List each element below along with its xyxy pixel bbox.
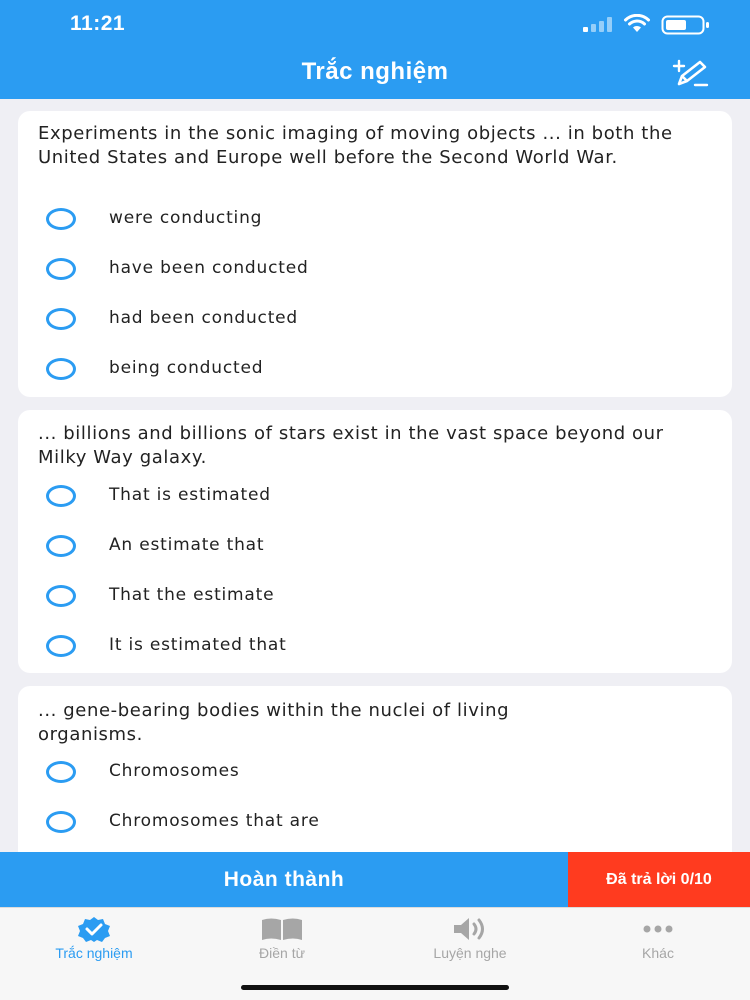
tab-khac[interactable]: [564, 908, 750, 978]
question-text: Experiments in the sonic imaging of moving objects ... in both the United States and Europe well before the Second World War.: [38, 123, 673, 168]
answer-option-label: had been conducted: [109, 308, 299, 328]
question-text: ... billions and billions of stars exist in the vast space beyond our Milky Way galaxy.: [38, 423, 664, 468]
wifi-icon: [623, 14, 651, 34]
answer-option-label: Chromosomes that are: [109, 811, 320, 831]
answer-option[interactable]: [18, 808, 732, 848]
answer-option[interactable]: [18, 482, 732, 522]
answer-option-label: That the estimate: [109, 585, 275, 605]
answer-option-label: have been conducted: [109, 258, 309, 278]
page-title: Trắc nghiệm: [301, 58, 449, 85]
speaker-icon: [451, 916, 489, 942]
radio-button-icon[interactable]: [46, 308, 76, 330]
answer-option-label: were conducting: [109, 208, 263, 228]
tab-dien-tu[interactable]: [188, 908, 376, 978]
tab-label: Khác: [642, 945, 674, 961]
bottom-action-bar: [0, 852, 750, 907]
tab-trac-nghiem[interactable]: [0, 908, 188, 978]
answer-option[interactable]: [18, 758, 732, 798]
radio-button-icon[interactable]: [46, 485, 76, 507]
question-card: [18, 686, 732, 852]
home-indicator[interactable]: [241, 985, 509, 990]
answer-option[interactable]: [18, 305, 732, 345]
tab-label: Luyện nghe: [433, 945, 507, 961]
check-badge-icon: [75, 916, 113, 942]
tab-label: Trắc nghiệm: [55, 945, 133, 961]
answer-option[interactable]: [18, 355, 732, 395]
radio-button-icon[interactable]: [46, 761, 76, 783]
answer-option[interactable]: [18, 532, 732, 572]
answer-option-label: That is estimated: [109, 485, 271, 505]
radio-button-icon[interactable]: [46, 535, 76, 557]
battery-icon: [661, 14, 711, 36]
radio-button-icon[interactable]: [46, 208, 76, 230]
answer-option[interactable]: [18, 632, 732, 672]
question-card: [18, 410, 732, 673]
radio-button-icon[interactable]: [46, 811, 76, 833]
radio-button-icon[interactable]: [46, 585, 76, 607]
tab-luyen-nghe[interactable]: [376, 908, 564, 978]
tab-label: Điền từ: [259, 945, 305, 961]
status-time: 11:21: [70, 12, 126, 35]
answer-option-label: being conducted: [109, 358, 264, 378]
question-list[interactable]: [0, 99, 750, 852]
nav-bar: [0, 46, 750, 99]
answer-option-label: An estimate that: [109, 535, 265, 555]
cellular-signal-icon: [583, 16, 613, 32]
radio-button-icon[interactable]: [46, 258, 76, 280]
answer-option[interactable]: [18, 205, 732, 245]
book-icon: [260, 916, 304, 942]
more-dots-icon: [641, 916, 675, 942]
status-bar: [0, 0, 750, 46]
answer-option-label: Chromosomes: [109, 761, 240, 781]
question-card: [18, 111, 732, 397]
radio-button-icon[interactable]: [46, 635, 76, 657]
answered-count-badge: Đã trả lời 0/10: [568, 852, 750, 907]
edit-pencil-icon[interactable]: [671, 58, 711, 88]
finish-button[interactable]: Hoàn thành: [0, 852, 568, 907]
answer-option-label: It is estimated that: [109, 635, 287, 655]
answer-option[interactable]: [18, 255, 732, 295]
answer-option[interactable]: [18, 582, 732, 622]
question-text: ... gene-bearing bodies within the nuclei of living organisms.: [38, 700, 510, 745]
radio-button-icon[interactable]: [46, 358, 76, 380]
